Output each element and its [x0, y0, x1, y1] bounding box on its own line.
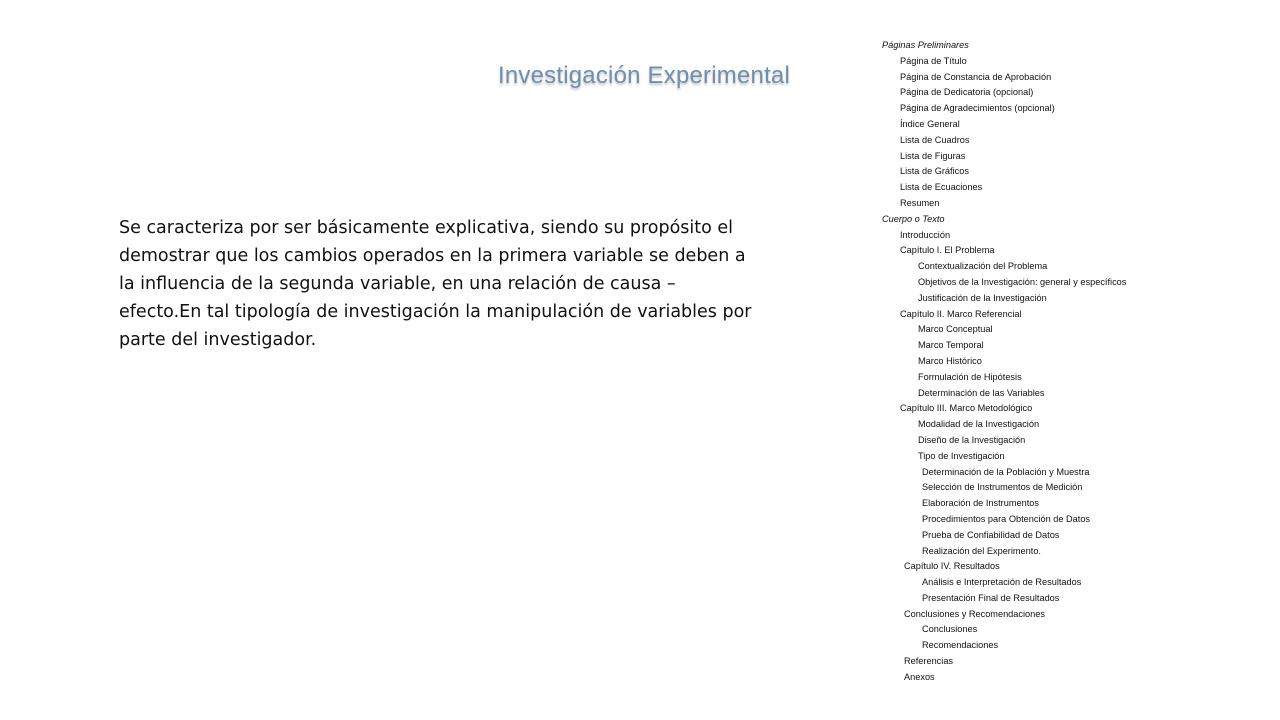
toc-entry: Referencias [904, 656, 954, 667]
toc-entry: Tipo de Investigación [918, 450, 1005, 461]
toc-entry: Marco Histórico [918, 355, 982, 366]
toc-entry: Capítulo I. El Problema [900, 245, 995, 256]
toc-entry: Lista de Ecuaciones [900, 182, 983, 193]
toc-entry: Elaboración de Instrumentos [922, 498, 1039, 509]
toc-entry: Contextualización del Problema [918, 261, 1048, 272]
toc-entry: Página de Constancia de Aprobación [900, 71, 1052, 82]
toc-entry: Justificación de la Investigación [918, 292, 1047, 303]
toc-entry: Marco Conceptual [918, 324, 993, 335]
toc-entry: Capítulo IV. Resultados [904, 561, 1000, 572]
toc-entry: Página de Dedicatoria (opcional) [900, 87, 1034, 98]
toc-entry: Capítulo III. Marco Metodológico [900, 403, 1033, 414]
toc-section-heading: Cuerpo o Texto [882, 213, 945, 224]
toc-entry: Índice General [900, 118, 960, 129]
toc-entry: Objetivos de la Investigación: general y específicos [918, 276, 1127, 287]
toc-entry: Determinación de las Variables [918, 387, 1045, 398]
toc-entry: Lista de Gráficos [900, 166, 969, 177]
toc-entry: Modalidad de la Investigación [918, 419, 1040, 430]
toc-entry: Recomendaciones [922, 640, 999, 651]
toc-section-heading: Páginas Preliminares [882, 40, 969, 50]
toc-entry: Selección de Instrumentos de Medición [922, 482, 1083, 493]
toc-entry: Marco Temporal [918, 340, 984, 351]
toc-entry: Página de Agradecimientos (opcional) [900, 103, 1055, 114]
toc-entry: Análisis e Interpretación de Resultados [922, 577, 1082, 588]
toc-entry: Realización del Experimento. [922, 545, 1041, 556]
toc-entry: Anexos [904, 671, 935, 682]
slide-title: Investigación Experimental [498, 62, 791, 89]
toc-entry: Prueba de Confiabilidad de Datos [922, 529, 1060, 540]
toc-entry: Resumen [900, 197, 940, 208]
toc-entry: Determinación de la Población y Muestra [922, 466, 1090, 477]
table-of-contents [882, 38, 1182, 686]
toc-entry: Lista de Cuadros [900, 134, 970, 145]
toc-entry: Procedimientos para Obtención de Datos [922, 513, 1091, 524]
toc-entry: Conclusiones y Recomendaciones [904, 608, 1045, 619]
slide-body-text: Se caracteriza por ser básicamente explicativa, siendo su propósito el demostrar que los cambios operados en la primera variable se deben a la influencia de la segunda variable, en una relación de causa – efecto.En tal tipología de investigación la manipulación de variables por parte del investigador. [119, 218, 752, 350]
toc-entry: Capítulo II. Marco Referencial [900, 308, 1022, 319]
toc-entry: Diseño de la Investigación [918, 434, 1026, 445]
toc-entry: Presentación Final de Resultados [922, 592, 1060, 603]
toc-entry: Lista de Figuras [900, 150, 966, 161]
toc-entry: Formulación de Hipótesis [918, 371, 1022, 382]
toc-entry: Página de Título [900, 55, 967, 66]
toc-entry: Conclusiones [922, 624, 978, 635]
toc-entry: Introducción [900, 229, 951, 240]
